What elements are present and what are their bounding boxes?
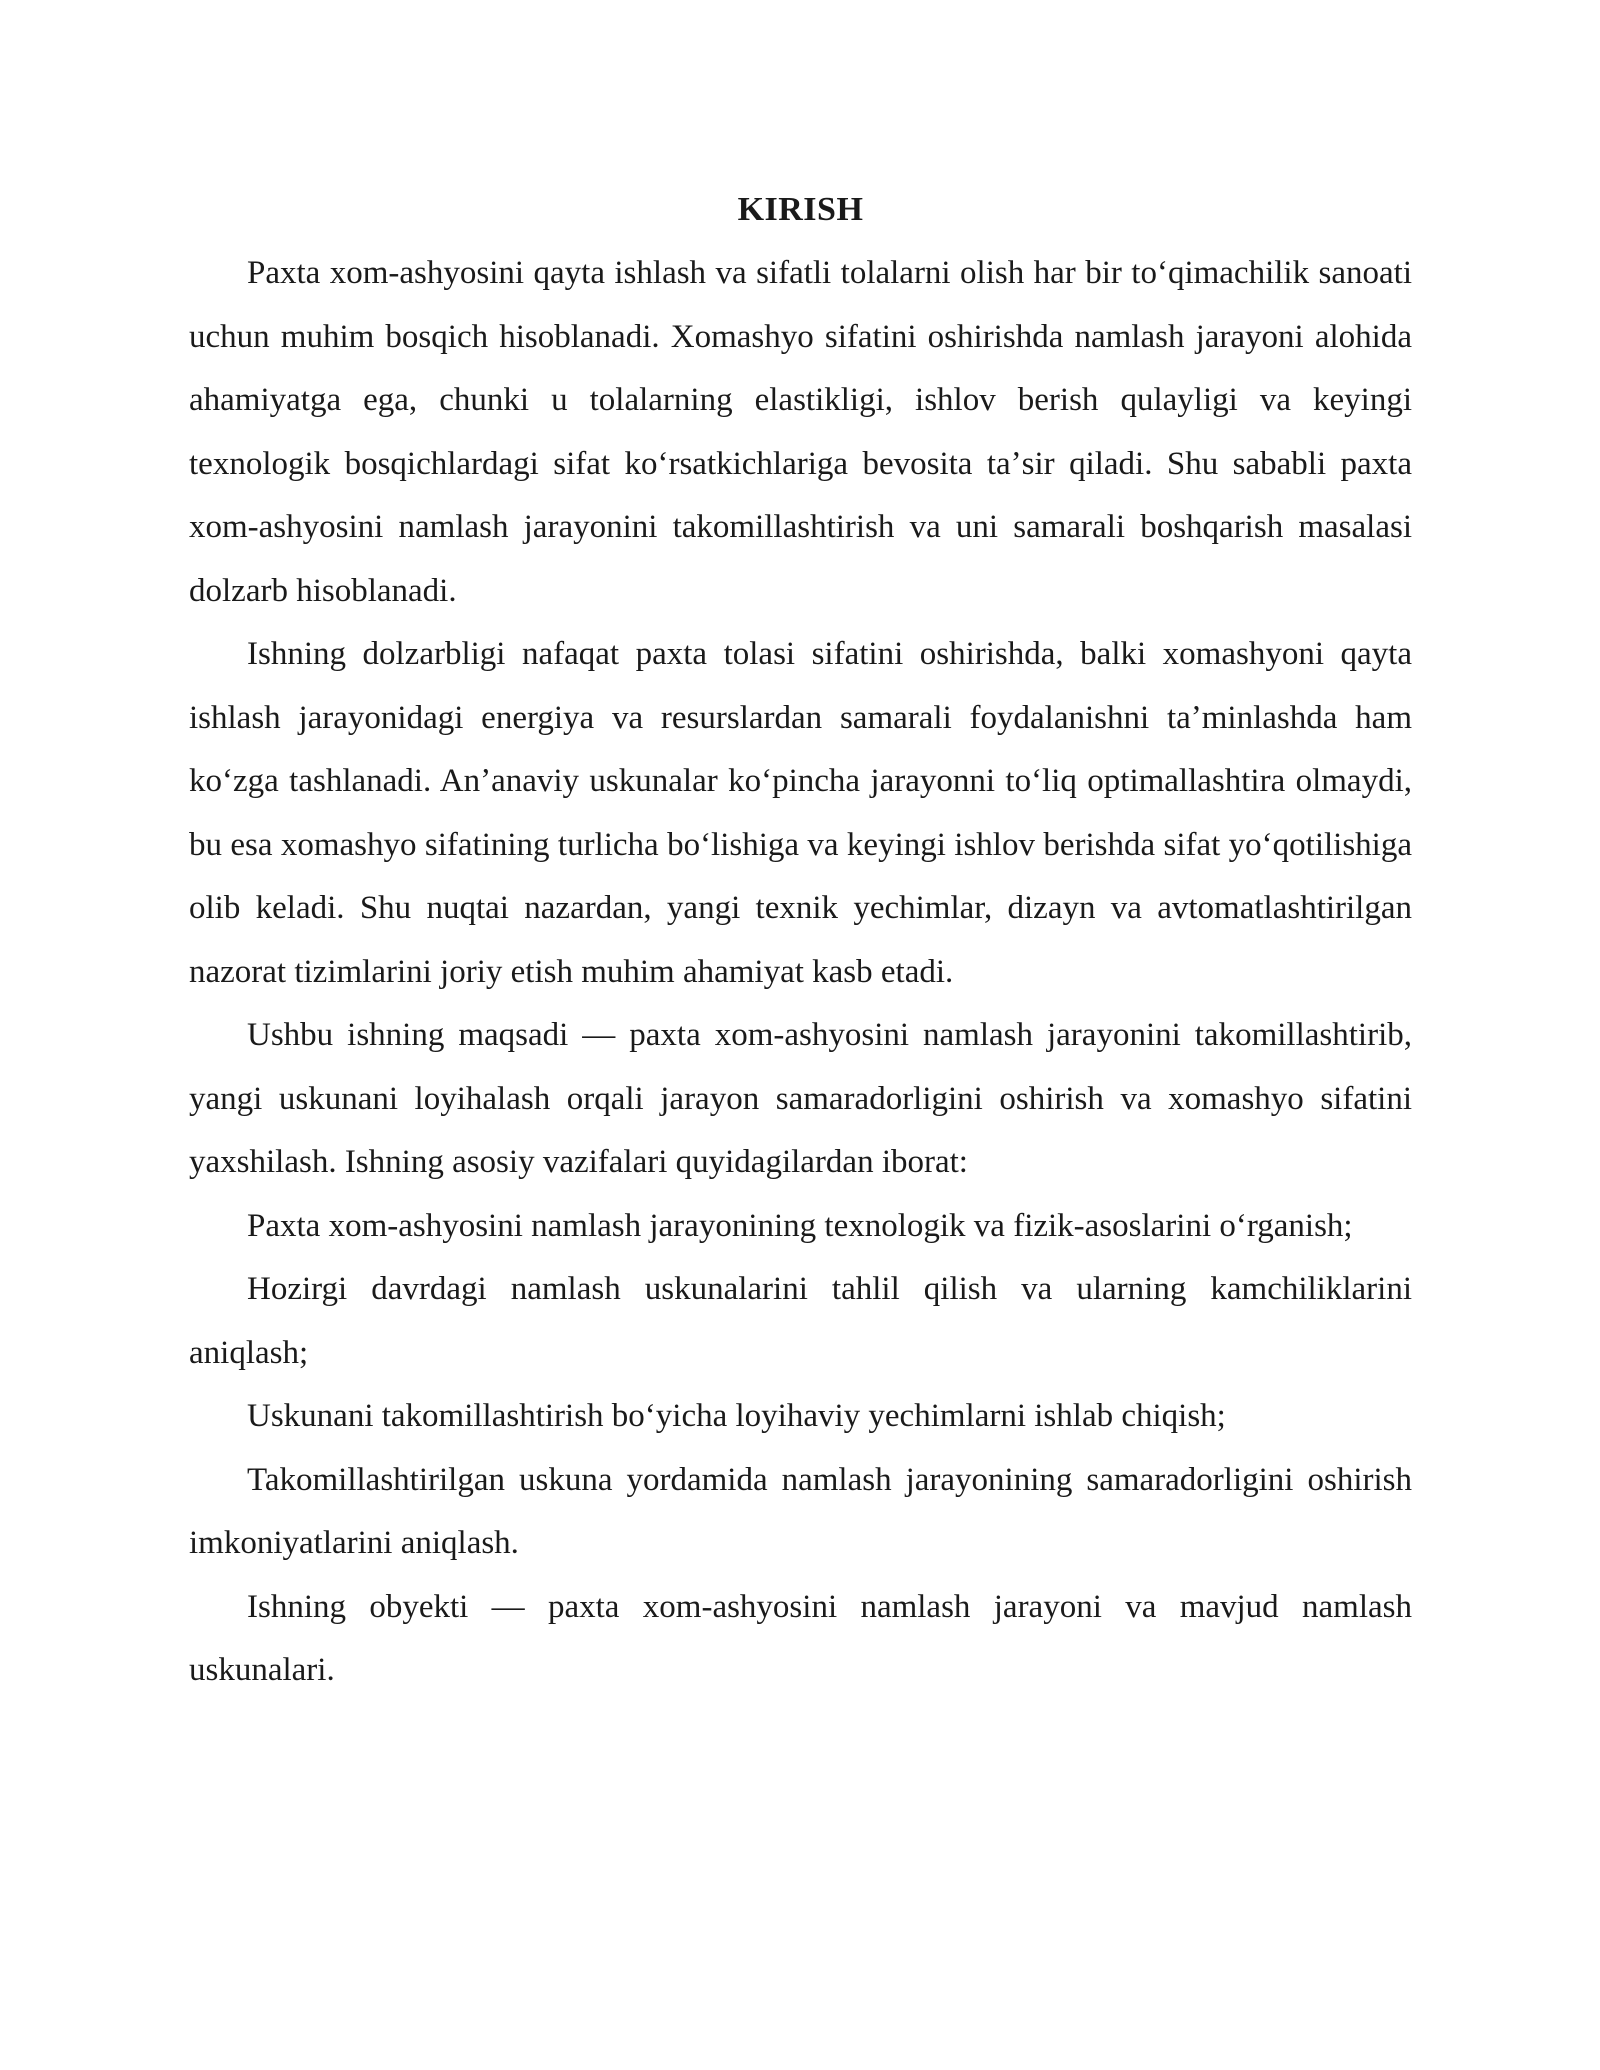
paragraph-task-3: Uskunani takomillashtirish boʻyicha loyihaviy yechimlarni ishlab chiqish; xyxy=(247,1398,1226,1434)
section-heading: KIRISH xyxy=(737,191,864,228)
paragraph-introduction: Paxta xom-ashyosini qayta ishlash va sifatli tolalarni olish har bir toʻqimachilik sanoati uchun muhim bosqich hisoblanadi. Xomashyo sifatini oshirishda namlash jarayoni alohida ahamiyatga ega, chunki u tolalarning elastikligi, ishlov berish qulayligi va keyingi texnologik bosqichlardagi sifat koʻrsatkichlariga bevosita taʼsir qiladi. Shu sababli paxta xom-ashyosini namlash jarayonini takomillashtirish va uni samarali boshqarish masalasi dolzarb hisoblanadi. xyxy=(189,255,1412,609)
paragraph-task-1: Paxta xom-ashyosini namlash jarayonining texnologik va fizik-asoslarini oʻrganish; xyxy=(247,1207,1353,1244)
paragraph-task-4: Takomillashtirilgan uskuna yordamida namlash jarayonining samaradorligini oshirish imkoniyatlarini aniqlash. xyxy=(189,1461,1412,1561)
paragraph-relevance: Ishning dolzarbligi nafaqat paxta tolasi sifatini oshirishda, balki xomashyoni qayta ishlash jarayonidagi energiya va resurslardan samarali foydalanishni taʼminlashda ham koʻzga tashlanadi. Anʼanaviy uskunalar koʻpincha jarayonni toʻliq optimallashtira olmaydi, bu esa xomashyo sifatining turlicha boʻlishiga va keyingi ishlov berishda sifat yoʻqotilishiga olib keladi. Shu nuqtai nazardan, yangi texnik yechimlar, dizayn va avtomatlashtirilgan nazorat tizimlarini joriy etish muhim ahamiyat kasb etadi. xyxy=(189,636,1412,990)
paragraph-object: Ishning obyekti — paxta xom-ashyosini namlash jarayoni va mavjud namlash uskunalari. xyxy=(189,1588,1412,1688)
document-page xyxy=(189,184,1412,1703)
paragraph-task-2: Hozirgi davrdagi namlash uskunalarini tahlil qilish va ularning kamchiliklarini aniqlash; xyxy=(189,1271,1412,1371)
paragraph-goal: Ushbu ishning maqsadi — paxta xom-ashyosini namlash jarayonini takomillashtirib, yangi uskunani loyihalash orqali jarayon samaradorligini oshirish va xomashyo sifatini yaxshilash. Ishning asosiy vazifalari quyidagilardan iborat: xyxy=(189,1017,1412,1180)
